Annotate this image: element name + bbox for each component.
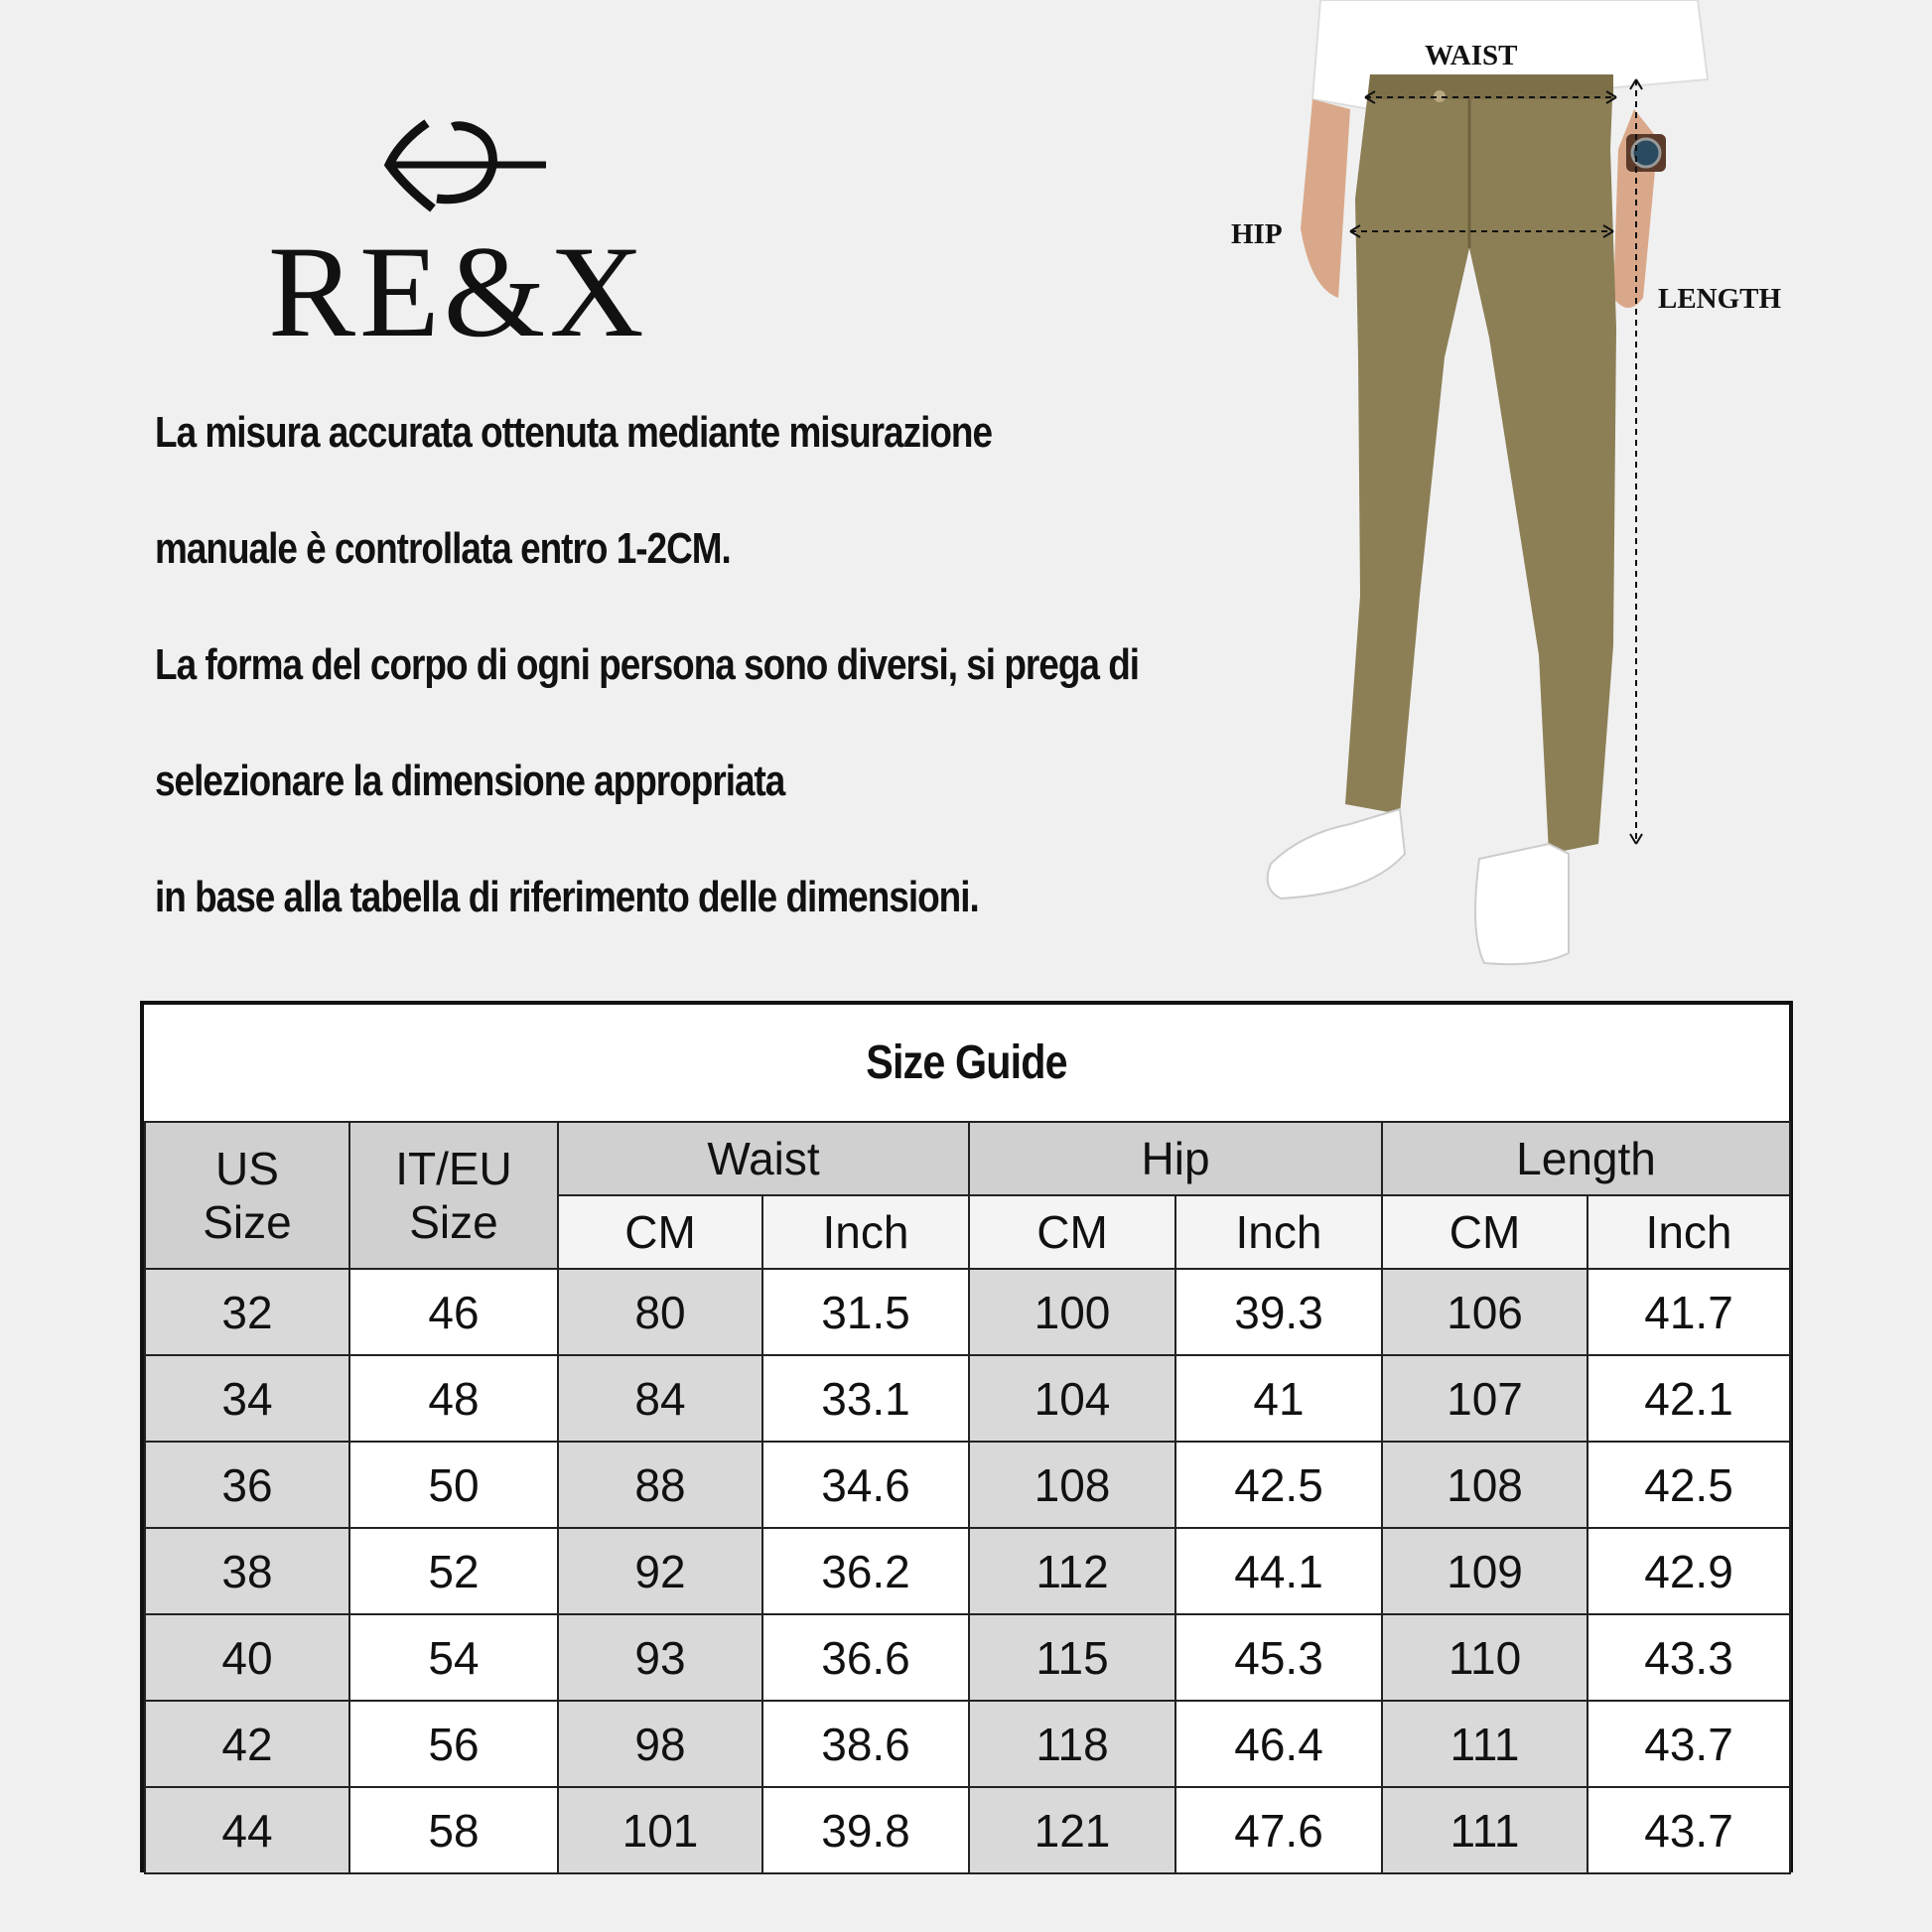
size-guide-title: Size Guide — [866, 1036, 1067, 1089]
length-inch-cell: 42.1 — [1587, 1355, 1790, 1442]
length-inch-cell: 43.3 — [1587, 1614, 1790, 1701]
hip-inch-cell: 46.4 — [1175, 1701, 1382, 1787]
waist-cm-cell: 93 — [558, 1614, 762, 1701]
arrow-emblem-icon — [377, 117, 556, 216]
us-size-cell: 38 — [145, 1528, 349, 1614]
table-row — [145, 1355, 1790, 1442]
length-inch-cell: 43.7 — [1587, 1787, 1790, 1873]
length-cm-cell: 106 — [1382, 1269, 1587, 1355]
waist-cm-cell: 98 — [558, 1701, 762, 1787]
waist-label: WAIST — [1425, 40, 1518, 71]
waist-inch-cell: 33.1 — [762, 1355, 969, 1442]
hip-inch-cell: 41 — [1175, 1355, 1382, 1442]
size-table-grid — [144, 1121, 1791, 1874]
hip-cm-header: CM — [969, 1195, 1175, 1269]
hip-cm-cell: 121 — [969, 1787, 1175, 1873]
us-size-cell: 34 — [145, 1355, 349, 1442]
brand-name: RE&X — [268, 218, 648, 364]
waist-cm-header: CM — [558, 1195, 762, 1269]
waist-cm-cell: 80 — [558, 1269, 762, 1355]
length-cm-cell: 111 — [1382, 1787, 1587, 1873]
iteu-size-header: IT/EU Size — [349, 1122, 558, 1269]
length-inch-cell: 42.9 — [1587, 1528, 1790, 1614]
hip-inch-header: Inch — [1175, 1195, 1382, 1269]
intro-line: manuale è controllata entro 1-2CM. — [155, 524, 731, 573]
table-row — [145, 1614, 1790, 1701]
table-row — [145, 1269, 1790, 1355]
brand-logo — [268, 117, 648, 364]
length-cm-cell: 110 — [1382, 1614, 1587, 1701]
waist-cm-cell: 84 — [558, 1355, 762, 1442]
waist-inch-cell: 38.6 — [762, 1701, 969, 1787]
length-inch-cell: 42.5 — [1587, 1442, 1790, 1528]
table-row — [145, 1701, 1790, 1787]
us-size-cell: 32 — [145, 1269, 349, 1355]
hip-cm-cell: 118 — [969, 1701, 1175, 1787]
waist-header: Waist — [558, 1122, 969, 1195]
intro-line: La forma del corpo di ogni persona sono diversi, si prega di — [155, 640, 1140, 689]
pants-illustration — [1221, 0, 1837, 983]
iteu-size-cell: 58 — [349, 1787, 558, 1873]
intro-line: La misura accurata ottenuta mediante misurazione — [155, 408, 993, 457]
intro-text — [155, 399, 1346, 980]
us-size-header: US Size — [145, 1122, 349, 1269]
length-label: LENGTH — [1658, 283, 1782, 315]
table-row — [145, 1787, 1790, 1873]
iteu-size-cell: 52 — [349, 1528, 558, 1614]
hip-cm-cell: 100 — [969, 1269, 1175, 1355]
intro-line: in base alla tabella di riferimento delle dimensioni. — [155, 873, 979, 921]
waist-inch-cell: 31.5 — [762, 1269, 969, 1355]
table-row — [145, 1442, 1790, 1528]
us-size-cell: 42 — [145, 1701, 349, 1787]
waist-cm-cell: 101 — [558, 1787, 762, 1873]
iteu-size-cell: 46 — [349, 1269, 558, 1355]
hip-label: HIP — [1231, 218, 1283, 250]
hip-inch-cell: 39.3 — [1175, 1269, 1382, 1355]
length-header: Length — [1382, 1122, 1790, 1195]
waist-inch-cell: 34.6 — [762, 1442, 969, 1528]
us-size-cell: 36 — [145, 1442, 349, 1528]
intro-line: selezionare la dimensione appropriata — [155, 757, 785, 805]
iteu-size-cell: 48 — [349, 1355, 558, 1442]
table-row — [145, 1528, 1790, 1614]
iteu-size-cell: 50 — [349, 1442, 558, 1528]
length-inch-header: Inch — [1587, 1195, 1790, 1269]
size-guide-table — [140, 1001, 1793, 1872]
hip-inch-cell: 44.1 — [1175, 1528, 1382, 1614]
length-cm-cell: 111 — [1382, 1701, 1587, 1787]
us-size-cell: 44 — [145, 1787, 349, 1873]
hip-cm-cell: 115 — [969, 1614, 1175, 1701]
length-cm-header: CM — [1382, 1195, 1587, 1269]
hip-header: Hip — [969, 1122, 1382, 1195]
waist-cm-cell: 92 — [558, 1528, 762, 1614]
length-cm-cell: 108 — [1382, 1442, 1587, 1528]
iteu-size-cell: 54 — [349, 1614, 558, 1701]
length-inch-cell: 43.7 — [1587, 1701, 1790, 1787]
length-inch-cell: 41.7 — [1587, 1269, 1790, 1355]
hip-cm-cell: 112 — [969, 1528, 1175, 1614]
hip-inch-cell: 42.5 — [1175, 1442, 1382, 1528]
hip-inch-cell: 47.6 — [1175, 1787, 1382, 1873]
hip-inch-cell: 45.3 — [1175, 1614, 1382, 1701]
waist-inch-cell: 39.8 — [762, 1787, 969, 1873]
length-cm-cell: 107 — [1382, 1355, 1587, 1442]
iteu-size-cell: 56 — [349, 1701, 558, 1787]
waist-inch-header: Inch — [762, 1195, 969, 1269]
hip-cm-cell: 104 — [969, 1355, 1175, 1442]
waist-inch-cell: 36.6 — [762, 1614, 969, 1701]
us-size-cell: 40 — [145, 1614, 349, 1701]
hip-cm-cell: 108 — [969, 1442, 1175, 1528]
length-cm-cell: 109 — [1382, 1528, 1587, 1614]
pants-measurement-figure — [1221, 0, 1837, 983]
waist-cm-cell: 88 — [558, 1442, 762, 1528]
waist-inch-cell: 36.2 — [762, 1528, 969, 1614]
